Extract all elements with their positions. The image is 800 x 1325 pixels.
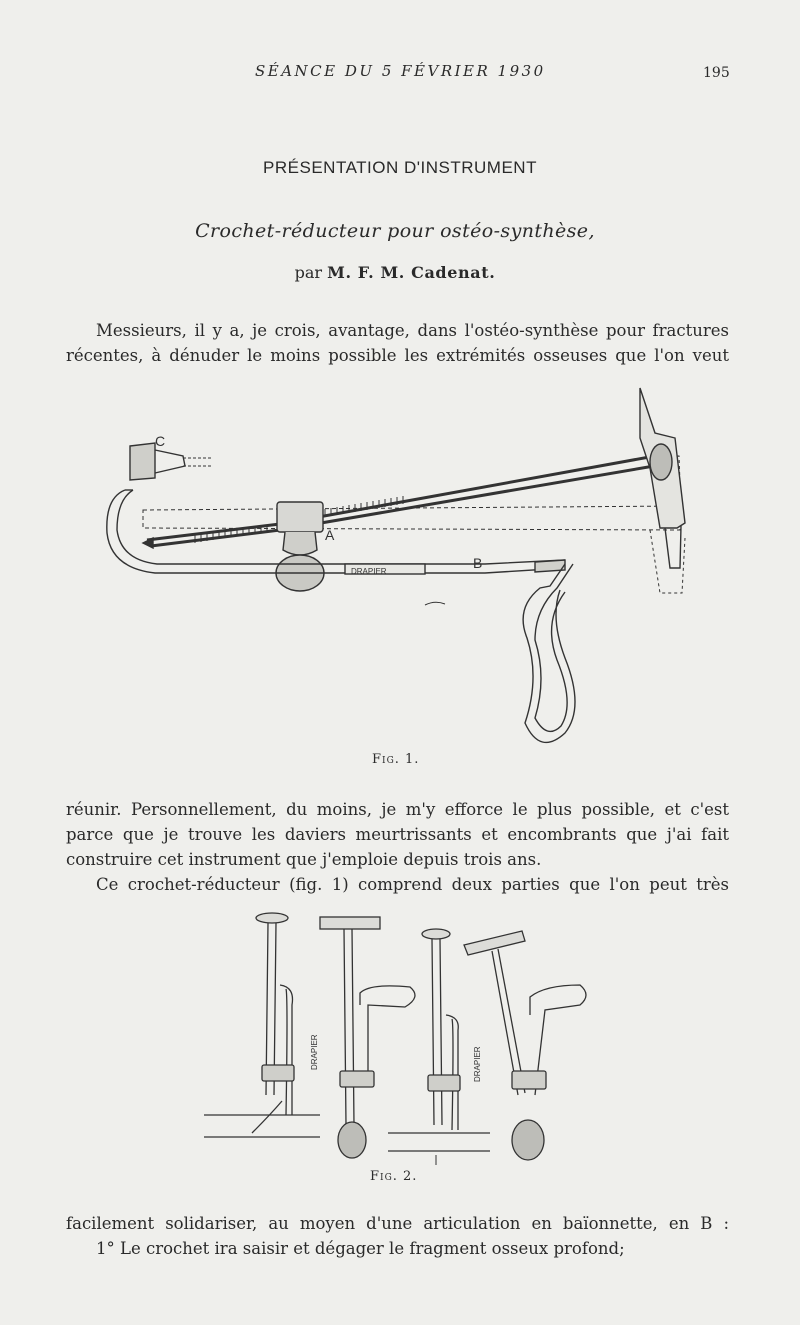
label-b: B — [473, 555, 483, 571]
paragraph-3 — [66, 872, 729, 897]
article-title: Crochet-réducteur pour ostéo-synthèse, — [195, 220, 595, 242]
paragraph-1 — [66, 318, 729, 368]
maker-mark-2: DRAPIER — [473, 1046, 482, 1082]
text-line: Ce crochet-réducteur (fig. 1) comprend deux parties que l'on peut très — [96, 875, 729, 894]
figure-1-crochet-reducteur — [95, 378, 715, 753]
running-title: SÉANCE DU 5 FÉVRIER 1930 — [255, 62, 546, 80]
section-title: PRÉSENTATION D'INSTRUMENT — [263, 158, 537, 177]
maker-mark-1: DRAPIER — [310, 1034, 319, 1070]
figure-1-caption: Fig. 1. — [372, 752, 420, 767]
byline — [0, 263, 790, 282]
page-number: 195 — [703, 65, 730, 81]
text-line: 1° Le crochet ira saisir et dégager le fragment osseux profond; — [96, 1239, 625, 1258]
text-line: Messieurs, il y a, je crois, avantage, dans l'ostéo-synthèse pour fractures — [96, 321, 729, 340]
figure-2-instrument-positions — [200, 905, 610, 1165]
page-header — [0, 62, 800, 86]
label-c: C — [155, 433, 166, 449]
label-a: A — [325, 527, 335, 543]
paragraph-4 — [66, 1211, 729, 1261]
paragraph-2 — [66, 797, 729, 872]
figure-2-caption: Fig. 2. — [370, 1169, 418, 1184]
text-line: construire cet instrument que j'emploie depuis trois ans. — [66, 850, 542, 869]
author-name: M. F. M. Cadenat. — [327, 263, 496, 282]
maker-mark: DRAPIER — [351, 567, 387, 576]
text-line: facilement solidariser, au moyen d'une articulation en baïonnette, en B : — [66, 1214, 729, 1233]
text-line: réunir. Personnellement, du moins, je m'y efforce le plus possible, et c'est — [66, 800, 729, 819]
byline-prefix: par — [294, 263, 323, 282]
text-line: parce que je trouve les daviers meurtrissants et encombrants que j'ai fait — [66, 825, 729, 844]
text-line: récentes, à dénuder le moins possible les extrémités osseuses que l'on veut — [66, 346, 729, 365]
